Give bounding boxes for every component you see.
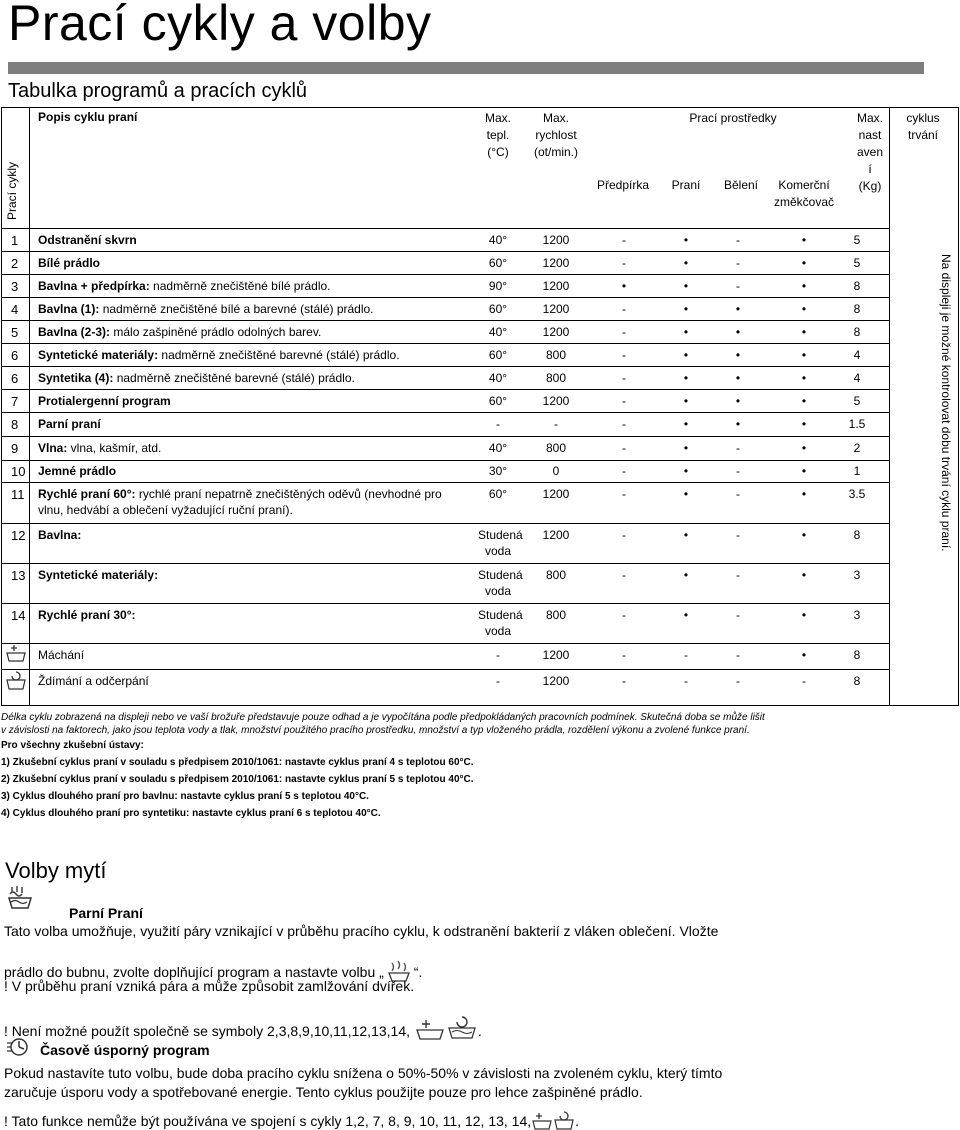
cell-temp-line2: voda [484, 544, 512, 558]
header-prostredky: Prací prostředky [689, 111, 777, 125]
cell-speed: 800 [545, 608, 567, 622]
cell-wash: • [683, 233, 689, 247]
time-saving-icon [6, 1037, 32, 1057]
cell-soft: • [801, 608, 807, 622]
rinse-icon [6, 644, 26, 662]
cell-speed: 1200 [542, 674, 570, 688]
steam-title: Parní Praní [69, 905, 143, 921]
cell-soft: • [801, 348, 807, 362]
row-description: Bavlna: [38, 528, 82, 542]
header-prani: Praní [671, 178, 701, 192]
cell-speed: 1200 [542, 279, 570, 293]
cell-kg: 5 [853, 394, 861, 408]
cell-pre: • [621, 279, 627, 293]
spin-drain-icon [6, 670, 26, 690]
cell-speed: - [554, 417, 558, 431]
row-divider [1, 297, 890, 298]
cell-speed: 800 [545, 348, 567, 362]
row-description: Syntetika (4): nadměrně znečištěné barevné (stálé) prádlo. [38, 371, 355, 385]
cell-wash: • [683, 302, 689, 316]
cell-kg: 8 [853, 302, 861, 316]
row-number: 13 [11, 568, 26, 583]
cell-kg: 1.5 [848, 417, 866, 431]
cell-temp: 60° [488, 348, 508, 362]
row-number: 1 [11, 233, 19, 248]
row-description: Jemné prádlo [38, 464, 117, 478]
note-all-tests: Pro všechny zkušební ústavy: [1, 740, 144, 751]
row-description: Bílé prádlo [38, 256, 101, 270]
cell-bleach: - [736, 233, 740, 247]
row-number: 8 [11, 417, 19, 432]
row-description: Vlna: vlna, kašmír, atd. [38, 441, 162, 455]
row-divider [1, 563, 890, 564]
cell-kg: 3 [853, 608, 861, 622]
row-divider [1, 320, 890, 321]
cell-pre: - [622, 417, 626, 431]
row-description: Bavlna (2-3): málo zašpiněné prádlo odolných barev. [38, 325, 322, 339]
cell-kg: 5 [853, 233, 861, 247]
steam-line-1: Tato volba umožňuje, využití páry vznikající v průběhu pracího cyklu, k odstranění bakterií z vláken oblečení. Vložte [4, 923, 719, 939]
cell-wash: • [683, 371, 689, 385]
header-max-rychlost: Max. rychlost (ot/min.) [533, 111, 578, 159]
row-divider [1, 343, 890, 344]
cell-soft: • [801, 325, 807, 339]
cell-wash: • [683, 256, 689, 270]
header-beleni: Bělení [723, 178, 759, 192]
cell-temp-line2: voda [484, 624, 512, 638]
row-number: 6 [11, 371, 19, 386]
cell-soft: • [801, 648, 807, 662]
cell-bleach: - [736, 568, 740, 582]
time-line-2: zaručuje úsporu vody a spotřebované energie. Tento cyklus použijte pouze pro lehce zašpiněné prádlo. [4, 1084, 643, 1100]
cell-temp: 60° [488, 487, 508, 501]
row-description: Parní praní [38, 417, 101, 431]
row-number: 9 [11, 441, 19, 456]
row-number: 6 [11, 348, 19, 363]
cell-speed: 800 [545, 568, 567, 582]
cell-temp: Studená [478, 608, 523, 622]
note-test-4: 4) Cyklus dlouhého praní pro syntetiku: nastavte cyklus praní 6 s teplotou 40°C. [1, 808, 381, 819]
time-line-1: Pokud nastavíte tuto volbu, bude doba pracího cyklu snížena o 50%-50% v závislosti na zvoleném cyklu, který tímto [4, 1065, 723, 1081]
cell-kg: 4 [853, 371, 861, 385]
row-number: 5 [11, 325, 19, 340]
cell-kg: 3.5 [848, 487, 866, 501]
cell-wash: • [683, 348, 689, 362]
row-divider [1, 366, 890, 367]
cell-speed: 800 [545, 441, 567, 455]
cell-temp: 40° [488, 233, 508, 247]
header-komercni: Komerční změkčovač [773, 178, 835, 209]
cell-kg: 5 [853, 256, 861, 270]
cell-wash: • [683, 464, 689, 478]
cell-temp: 60° [488, 394, 508, 408]
row-number: 2 [11, 256, 19, 271]
cell-bleach: - [736, 528, 740, 542]
cell-pre: - [622, 233, 626, 247]
cell-soft: • [801, 233, 807, 247]
cell-soft: • [801, 528, 807, 542]
row-description: Protialergenní program [38, 394, 171, 408]
cell-soft: • [801, 417, 807, 431]
steam-line-2: prádlo do bubnu, zvolte doplňující program a nastavte volbu „ “. [4, 959, 422, 983]
header-max-tepl: Max. tepl. (°C) [484, 111, 511, 159]
note-italic-1: Délka cyklu zobrazená na displeji nebo ve vaší brožuře představuje pouze odhad a je vypočítána podle předpokládaných pracovních podmínek. Skutečná doba se může lišit [1, 712, 765, 723]
page-title: Prací cykly a volby [8, 0, 432, 51]
row-number: 11 [11, 487, 25, 502]
row-number: 12 [11, 528, 26, 543]
note-test-2: 2) Zkušební cyklus praní v souladu s předpisem 2010/1061: nastavte cyklus praní 5 s teplotou 40°C. [1, 774, 474, 785]
cell-bleach: • [735, 325, 741, 339]
header-cyklus: cyklus trvání [906, 111, 940, 142]
cell-kg: 8 [853, 674, 861, 688]
cell-pre: - [622, 568, 626, 582]
cell-bleach: - [736, 674, 740, 688]
cell-soft: • [801, 568, 807, 582]
cell-kg: 1 [853, 464, 861, 478]
cell-pre: - [622, 487, 626, 501]
row-description: Ždímání a odčerpání [38, 674, 149, 688]
cell-bleach: - [736, 256, 740, 270]
row-divider [1, 643, 890, 644]
row-divider [1, 412, 890, 413]
cell-bleach: • [735, 302, 741, 316]
cell-kg: 8 [853, 279, 861, 293]
cell-wash: - [684, 648, 688, 662]
row-number: 7 [11, 394, 19, 409]
cell-soft: • [801, 394, 807, 408]
cell-temp: Studená [478, 568, 523, 582]
cell-wash: - [684, 674, 688, 688]
cell-temp: - [496, 648, 500, 662]
side-label: Prací cykly [5, 161, 19, 220]
cell-temp: 60° [488, 256, 508, 270]
cell-kg: 4 [853, 348, 861, 362]
cell-wash: • [683, 279, 689, 293]
steam-line-4: ! Není možné použít společně se symboly 2,3,8,9,10,11,12,13,14, . [4, 1014, 482, 1040]
steam-line-3: ! V průběhu praní vzniká pára a může způsobit zamlžování dvířek. [4, 978, 415, 994]
cell-speed: 1200 [542, 302, 570, 316]
note-test-3: 3) Cyklus dlouhého praní pro bavlnu: nastavte cyklus praní 5 s teplotou 40°C. [1, 791, 369, 802]
row-description: Odstranění skvrn [38, 233, 137, 247]
row-divider [1, 251, 890, 252]
row-divider [1, 389, 890, 390]
cell-wash: • [683, 441, 689, 455]
cell-wash: • [683, 528, 689, 542]
title-bar [8, 62, 924, 74]
cell-kg: 8 [853, 648, 861, 662]
cell-speed: 1200 [542, 325, 570, 339]
cell-pre: - [622, 464, 626, 478]
row-divider [1, 482, 890, 483]
cell-temp: 60° [488, 302, 508, 316]
steam-wash-icon [6, 884, 34, 912]
cell-temp: Studená [478, 528, 523, 542]
cell-soft: • [801, 487, 807, 501]
note-italic-2: v závislosti na faktorech, jako jsou teplota vody a tlak, množství použitého pracího prostředku, množství a typ vloženého prádla, rozdělení výkonu a zvolené funkce praní. [1, 725, 750, 736]
cell-kg: 8 [853, 325, 861, 339]
cell-pre: - [622, 371, 626, 385]
cell-temp: - [496, 417, 500, 431]
cell-kg: 2 [853, 441, 861, 455]
cell-pre: - [622, 302, 626, 316]
cell-pre: - [622, 256, 626, 270]
row-number: 3 [11, 279, 19, 294]
row-divider [1, 669, 890, 670]
cell-temp: 90° [488, 279, 508, 293]
row-number: 4 [11, 302, 19, 317]
cell-speed: 1200 [542, 648, 570, 662]
cell-bleach: • [735, 371, 741, 385]
cell-temp: 30° [488, 464, 508, 478]
cell-pre: - [622, 325, 626, 339]
row-number: 10 [11, 464, 26, 479]
cell-pre: - [622, 648, 626, 662]
table-title: Tabulka programů a pracích cyklů [8, 80, 308, 102]
cell-soft: • [801, 279, 807, 293]
cell-wash: • [683, 325, 689, 339]
cell-bleach: • [735, 394, 741, 408]
row-number: 14 [11, 608, 26, 623]
cell-pre: - [622, 441, 626, 455]
cell-bleach: - [736, 279, 740, 293]
cell-temp: 40° [488, 371, 508, 385]
header-predpirka: Předpírka [596, 178, 650, 192]
row-description: Syntetické materiály: nadměrně znečištěné barevné (stálé) prádlo. [38, 348, 400, 362]
cell-speed: 1200 [542, 256, 570, 270]
note-test-1: 1) Zkušební cyklus praní v souladu s předpisem 2010/1061: nastavte cyklus praní 4 s teplotou 60°C. [1, 757, 474, 768]
row-description-line2: vlnu, hedvábí a oblečení vyžadující ruční praní). [38, 503, 293, 517]
cell-pre: - [622, 394, 626, 408]
cell-wash: • [683, 568, 689, 582]
cell-bleach: - [736, 608, 740, 622]
cell-speed: 1200 [542, 487, 570, 501]
cell-soft: • [801, 464, 807, 478]
rinse-symbol-icon [414, 1018, 446, 1040]
cell-bleach: • [735, 348, 741, 362]
cell-pre: - [622, 528, 626, 542]
row-description: Bavlna + předpírka: nadměrně znečištěné bílé prádlo. [38, 279, 331, 293]
cell-kg: 3 [853, 568, 861, 582]
row-divider [1, 523, 890, 524]
cell-wash: • [683, 394, 689, 408]
cell-wash: • [683, 417, 689, 431]
cell-temp-line2: voda [484, 584, 512, 598]
cell-soft: • [801, 302, 807, 316]
cell-pre: - [622, 348, 626, 362]
cell-bleach: • [735, 417, 741, 431]
spin-symbol-icon [446, 1014, 478, 1040]
time-line-3: ! Tato funkce nemůže být používána ve spojení s cykly 1,2, 7, 8, 9, 10, 11, 12, 13, 14, . [4, 1110, 579, 1130]
cell-speed: 1200 [542, 233, 570, 247]
row-description: Rychlé praní 30°: [38, 608, 136, 622]
cell-bleach: - [736, 464, 740, 478]
cell-soft: - [802, 674, 806, 688]
cell-speed: 1200 [542, 394, 570, 408]
cell-speed: 1200 [542, 528, 570, 542]
rinse-symbol-icon-2 [531, 1112, 553, 1130]
cell-soft: • [801, 441, 807, 455]
cell-kg: 8 [853, 528, 861, 542]
row-description: Syntetické materiály: [38, 568, 159, 582]
row-description: Bavlna (1): nadměrně znečištěné bílé a barevné (stálé) prádlo. [38, 302, 374, 316]
cell-speed: 800 [545, 371, 567, 385]
row-divider [1, 274, 890, 275]
cell-soft: • [801, 371, 807, 385]
header-max-nastaveni: Max. nast aven í (Kg) [856, 111, 884, 193]
row-divider [1, 603, 890, 604]
duration-note: Na displeji je možné kontrolovat dobu trvání cyklu praní. [939, 254, 953, 552]
cell-bleach: - [736, 487, 740, 501]
cell-temp: 40° [488, 325, 508, 339]
row-divider [1, 436, 890, 437]
cell-bleach: - [736, 441, 740, 455]
cell-soft: • [801, 256, 807, 270]
cell-wash: • [683, 487, 689, 501]
row-description: Máchání [38, 648, 85, 662]
cell-pre: - [622, 674, 626, 688]
row-divider [1, 460, 890, 461]
cell-bleach: - [736, 648, 740, 662]
cell-temp: 40° [488, 441, 508, 455]
spin-symbol-icon-2 [553, 1110, 575, 1130]
time-title: Časově úsporný program [40, 1042, 210, 1058]
cell-temp: - [496, 674, 500, 688]
cell-wash: • [683, 608, 689, 622]
options-heading: Volby mytí [5, 858, 107, 883]
cell-pre: - [622, 608, 626, 622]
cell-speed: 0 [552, 464, 560, 478]
row-description: Rychlé praní 60°: rychlé praní nepatrně znečištěných oděvů (nevhodné pro [38, 487, 442, 501]
header-popis: Popis cyklu praní [38, 110, 138, 124]
